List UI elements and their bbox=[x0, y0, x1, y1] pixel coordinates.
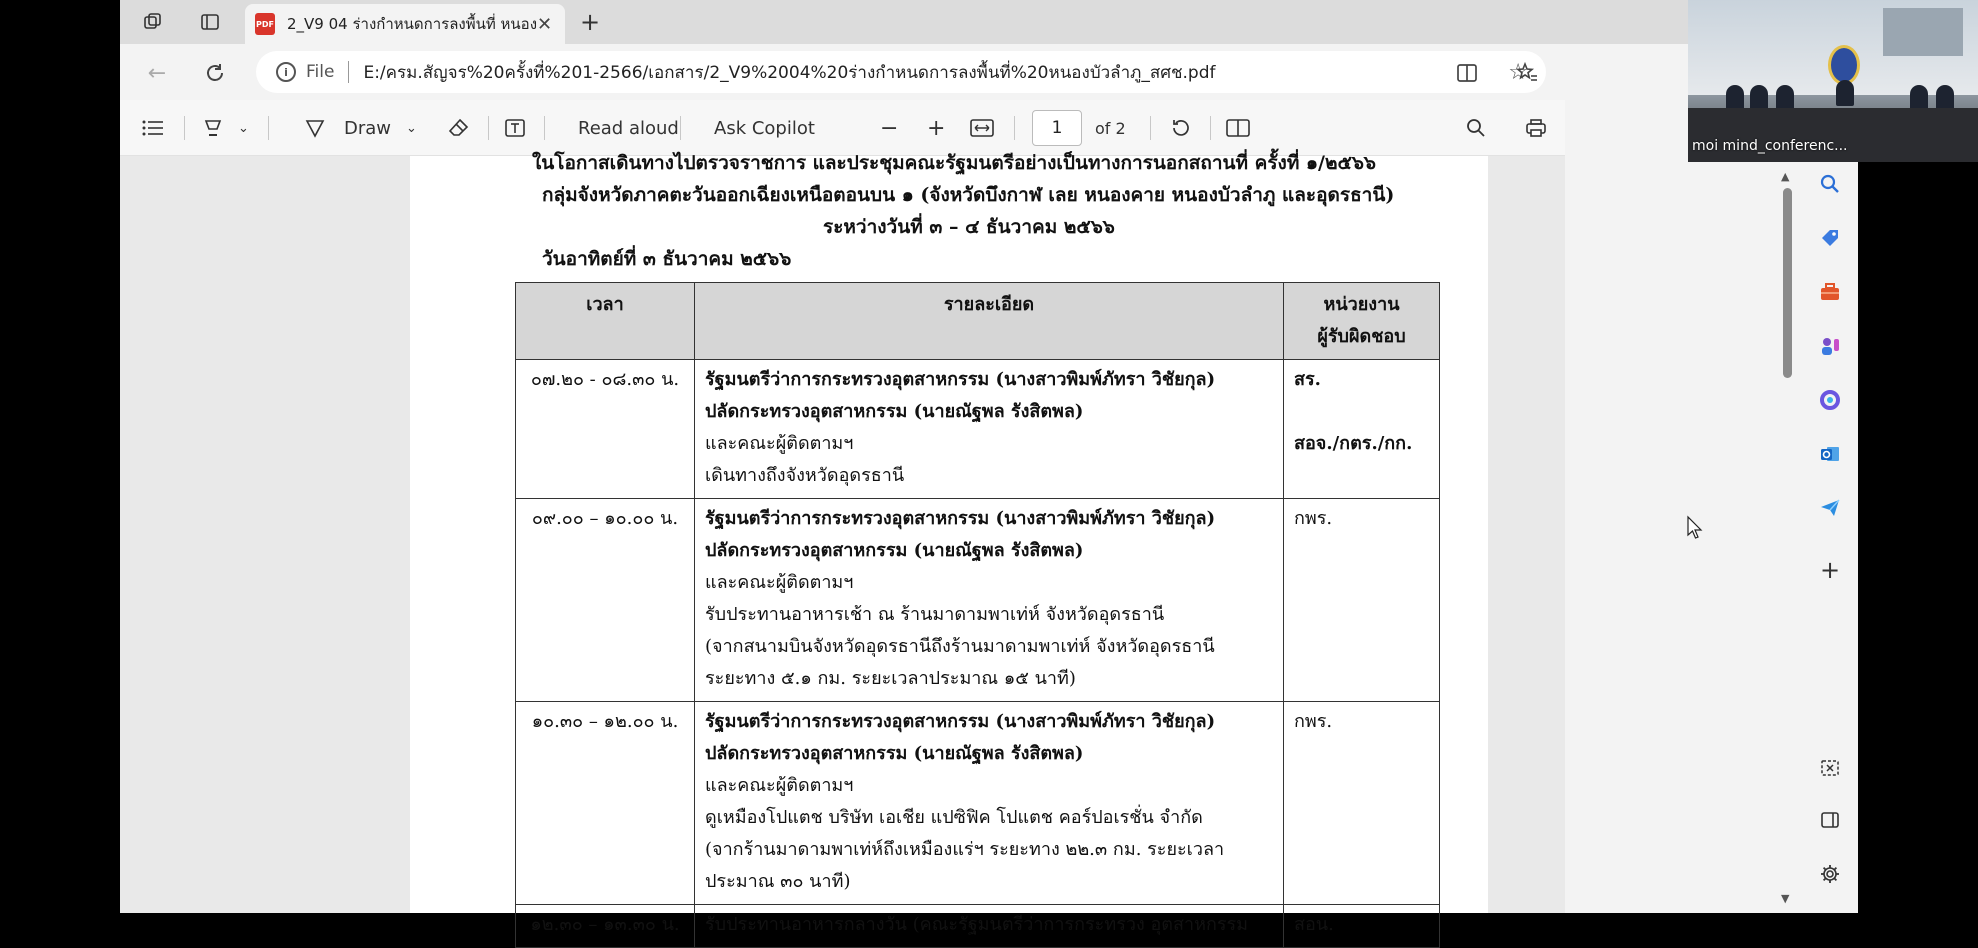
detail-line: รัฐมนตรีว่าการกระทรวงอุตสาหกรรม (นางสาวพิมพ์ภัทรา วิชัยกุล) bbox=[705, 369, 1216, 390]
settings-gear-icon[interactable] bbox=[1816, 860, 1844, 888]
row-time: ๑๐.๓๐ – ๑๒.๐๐ น. bbox=[516, 702, 695, 905]
pdf-page bbox=[410, 152, 1488, 935]
row-time: ๑๒.๓๐ – ๑๓.๓๐ น. bbox=[516, 905, 695, 948]
table-row bbox=[516, 702, 1440, 905]
row-unit bbox=[1284, 499, 1440, 702]
zoom-in-icon[interactable]: + bbox=[927, 115, 946, 141]
unit-line: กพร. bbox=[1294, 508, 1333, 529]
participant bbox=[1836, 80, 1854, 106]
url-text[interactable]: E:/ครม.สัญจร%20ครั้งที่%201-2566/เอกสาร/2_V9%2004%20ร่างกำหนดการลงพื้นที่%20หนองบัวลำภู_สศช.pdf bbox=[363, 62, 1216, 83]
pdf-icon: PDF bbox=[255, 13, 275, 35]
unit-line: กพร. bbox=[1294, 711, 1333, 732]
chevron-down-icon[interactable]: ⌄ bbox=[406, 120, 417, 136]
table-row bbox=[516, 905, 1440, 948]
divider bbox=[544, 116, 545, 140]
draw-pen-icon[interactable] bbox=[304, 112, 326, 144]
video-wall-screen bbox=[1883, 8, 1963, 56]
close-icon[interactable]: ✕ bbox=[537, 13, 553, 35]
doc-header-line: ระหว่างวันที่ ๓ – ๔ ธันวาคม ๒๕๖๖ bbox=[823, 216, 1115, 238]
tab-title: 2_V9 04 ร่างกำหนดการลงพื้นที่ หนอง bbox=[287, 15, 538, 33]
column-header-time: เวลา bbox=[516, 283, 695, 360]
detail-line: ระยะทาง ๕.๑ กม. ระยะเวลาประมาณ ๑๕ นาที) bbox=[705, 668, 1076, 689]
row-detail bbox=[695, 905, 1284, 948]
page-view-icon[interactable] bbox=[1226, 112, 1250, 144]
favorites-icon[interactable] bbox=[1510, 56, 1544, 90]
table-row bbox=[516, 499, 1440, 702]
detail-line: และคณะผู้ติดตามฯ bbox=[705, 572, 854, 593]
pdf-scrollbar[interactable] bbox=[1780, 170, 1794, 905]
highlight-icon[interactable] bbox=[202, 112, 224, 144]
browser-window bbox=[120, 0, 1858, 935]
divider bbox=[268, 116, 269, 140]
new-tab-button[interactable]: + bbox=[579, 8, 601, 36]
scrollbar-thumb[interactable] bbox=[1783, 188, 1792, 378]
doc-header-line: กลุ่มจังหวัดภาคตะวันออกเฉียงเหนือตอนบน ๑ (จังหวัดบึงกาฬ เลย หนองคาย หนองบัวลำภู และอุดรธานี) bbox=[542, 184, 1395, 206]
row-unit bbox=[1284, 905, 1440, 948]
sidebar-search-icon[interactable] bbox=[1816, 170, 1844, 198]
address-row bbox=[120, 44, 1858, 100]
detail-line: ปลัดกระทรวงอุตสาหกรรม (นายณัฐพล รังสิตพล) bbox=[705, 743, 1084, 764]
unit-line: สร. bbox=[1294, 369, 1321, 390]
refresh-icon[interactable] bbox=[198, 56, 232, 90]
row-unit bbox=[1284, 702, 1440, 905]
row-detail bbox=[695, 360, 1284, 499]
detail-line: และคณะผู้ติดตามฯ bbox=[705, 433, 854, 454]
add-sidebar-app-icon[interactable]: + bbox=[1819, 556, 1841, 584]
detail-line: ดูเหมืองโปแตช บริษัท เอเชีย แปซิฟิค โปแตช คอร์ปอเรชั่น จำกัด bbox=[705, 807, 1203, 828]
unit-line: สอจ./กตร./กก. bbox=[1294, 433, 1413, 454]
scroll-up-arrow-icon[interactable]: ▲ bbox=[1781, 170, 1790, 183]
read-aloud-button[interactable]: Read aloud bbox=[578, 117, 679, 139]
screenshot-icon[interactable] bbox=[1816, 754, 1844, 782]
shopping-tag-icon[interactable] bbox=[1816, 224, 1844, 252]
divider bbox=[184, 116, 185, 140]
outlook-icon[interactable] bbox=[1816, 440, 1844, 468]
video-conference-thumbnail[interactable] bbox=[1688, 0, 1978, 162]
info-icon[interactable]: i bbox=[276, 62, 296, 82]
detail-line: ปลัดกระทรวงอุตสาหกรรม (นายณัฐพล รังสิตพล) bbox=[705, 401, 1084, 422]
detail-line: ปลัดกระทรวงอุตสาหกรรม (นายณัฐพล รังสิตพล) bbox=[705, 540, 1084, 561]
row-unit bbox=[1284, 360, 1440, 499]
row-detail bbox=[695, 499, 1284, 702]
tools-briefcase-icon[interactable] bbox=[1816, 278, 1844, 306]
doc-header-line: ในโอกาสเดินทางไปตรวจราชการ และประชุมคณะรัฐมนตรีอย่างเป็นทางการนอกสถานที่ ครั้งที่ ๑/๒๕๖๖ bbox=[532, 152, 1376, 174]
scroll-down-arrow-icon[interactable]: ▼ bbox=[1781, 892, 1790, 905]
contents-list-icon[interactable] bbox=[142, 112, 164, 144]
back-arrow-icon[interactable]: ← bbox=[147, 60, 167, 86]
video-participant-label: moi mind_conferenc... bbox=[1692, 138, 1848, 154]
detail-line: รับประทานอาหารกลางวัน (คณะรัฐมนตรีว่าการกระทรวง อุตสาหกรรม bbox=[705, 914, 1249, 935]
rotate-icon[interactable] bbox=[1170, 112, 1192, 144]
table-row bbox=[516, 360, 1440, 499]
print-icon[interactable] bbox=[1525, 112, 1547, 144]
detail-line: ประมาณ ๓๐ นาที) bbox=[705, 871, 851, 892]
tab-strip bbox=[120, 0, 1858, 44]
send-drop-icon[interactable] bbox=[1816, 494, 1844, 522]
fit-width-icon[interactable] bbox=[970, 112, 994, 144]
table-header-row bbox=[516, 283, 1440, 360]
schedule-table bbox=[515, 282, 1440, 948]
edge-sidebar bbox=[1803, 156, 1858, 913]
row-detail bbox=[695, 702, 1284, 905]
divider bbox=[488, 116, 489, 140]
zoom-out-icon[interactable]: − bbox=[880, 115, 899, 141]
divider bbox=[1210, 116, 1211, 140]
unit-line: สอน. bbox=[1294, 914, 1334, 935]
spacer bbox=[1294, 396, 1431, 428]
divider bbox=[348, 61, 349, 83]
detail-line: รับประทานอาหารเช้า ณ ร้านมาดามพาเท่ห์ จังหวัดอุดรธานี bbox=[705, 604, 1165, 625]
tab-actions-icon[interactable] bbox=[195, 8, 225, 36]
emblem-icon bbox=[1828, 45, 1860, 85]
file-label: File bbox=[306, 62, 335, 82]
column-header-detail: รายละเอียด bbox=[695, 283, 1284, 360]
chevron-down-icon[interactable]: ⌄ bbox=[238, 120, 249, 136]
unit-header-line: ผู้รับผิดชอบ bbox=[1317, 326, 1406, 347]
divider bbox=[1150, 116, 1151, 140]
unit-header-line: หน่วยงาน bbox=[1323, 294, 1400, 315]
column-header-unit bbox=[1284, 283, 1440, 360]
hide-sidebar-icon[interactable] bbox=[1816, 806, 1844, 834]
search-icon[interactable] bbox=[1465, 112, 1487, 144]
eraser-icon[interactable] bbox=[448, 112, 470, 144]
copilot-m365-icon[interactable] bbox=[1816, 386, 1844, 414]
divider bbox=[1014, 116, 1015, 140]
split-screen-icon[interactable] bbox=[1450, 56, 1484, 90]
address-bar[interactable] bbox=[256, 51, 1546, 93]
text-box-icon[interactable] bbox=[504, 112, 526, 144]
tab-pdf-document[interactable] bbox=[245, 4, 565, 44]
workspaces-icon[interactable] bbox=[138, 8, 168, 36]
detail-line: รัฐมนตรีว่าการกระทรวงอุตสาหกรรม (นางสาวพิมพ์ภัทรา วิชัยกุล) bbox=[705, 508, 1216, 529]
page-total: of 2 bbox=[1095, 118, 1126, 138]
favorite-star-icon[interactable]: ☆ bbox=[1508, 59, 1528, 85]
divider bbox=[680, 116, 681, 140]
detail-line: รัฐมนตรีว่าการกระทรวงอุตสาหกรรม (นางสาวพิมพ์ภัทรา วิชัยกุล) bbox=[705, 711, 1216, 732]
row-time: ๐๙.๐๐ – ๑๐.๐๐ น. bbox=[516, 499, 695, 702]
detail-line: และคณะผู้ติดตามฯ bbox=[705, 775, 854, 796]
page-number-input[interactable]: 1 bbox=[1032, 110, 1082, 146]
detail-line: (จากร้านมาดามพาเท่ห์ถึงเหมืองแร่ฯ ระยะทาง ๒๒.๓ กม. ระยะเวลา bbox=[705, 839, 1225, 860]
games-icon[interactable] bbox=[1816, 332, 1844, 360]
day-label: วันอาทิตย์ที่ ๓ ธันวาคม ๒๕๖๖ bbox=[542, 248, 792, 270]
draw-button[interactable]: Draw bbox=[344, 117, 392, 139]
detail-line: (จากสนามบินจังหวัดอุดรธานีถึงร้านมาดามพาเท่ห์ จังหวัดอุดรธานี bbox=[705, 636, 1215, 657]
pdf-viewer[interactable] bbox=[120, 152, 1565, 935]
detail-line: เดินทางถึงจังหวัดอุดรธานี bbox=[705, 465, 905, 486]
ask-copilot-button[interactable]: Ask Copilot bbox=[714, 117, 815, 139]
row-time: ๐๗.๒๐ - ๐๘.๓๐ น. bbox=[516, 360, 695, 499]
mouse-cursor-icon bbox=[1687, 516, 1703, 540]
